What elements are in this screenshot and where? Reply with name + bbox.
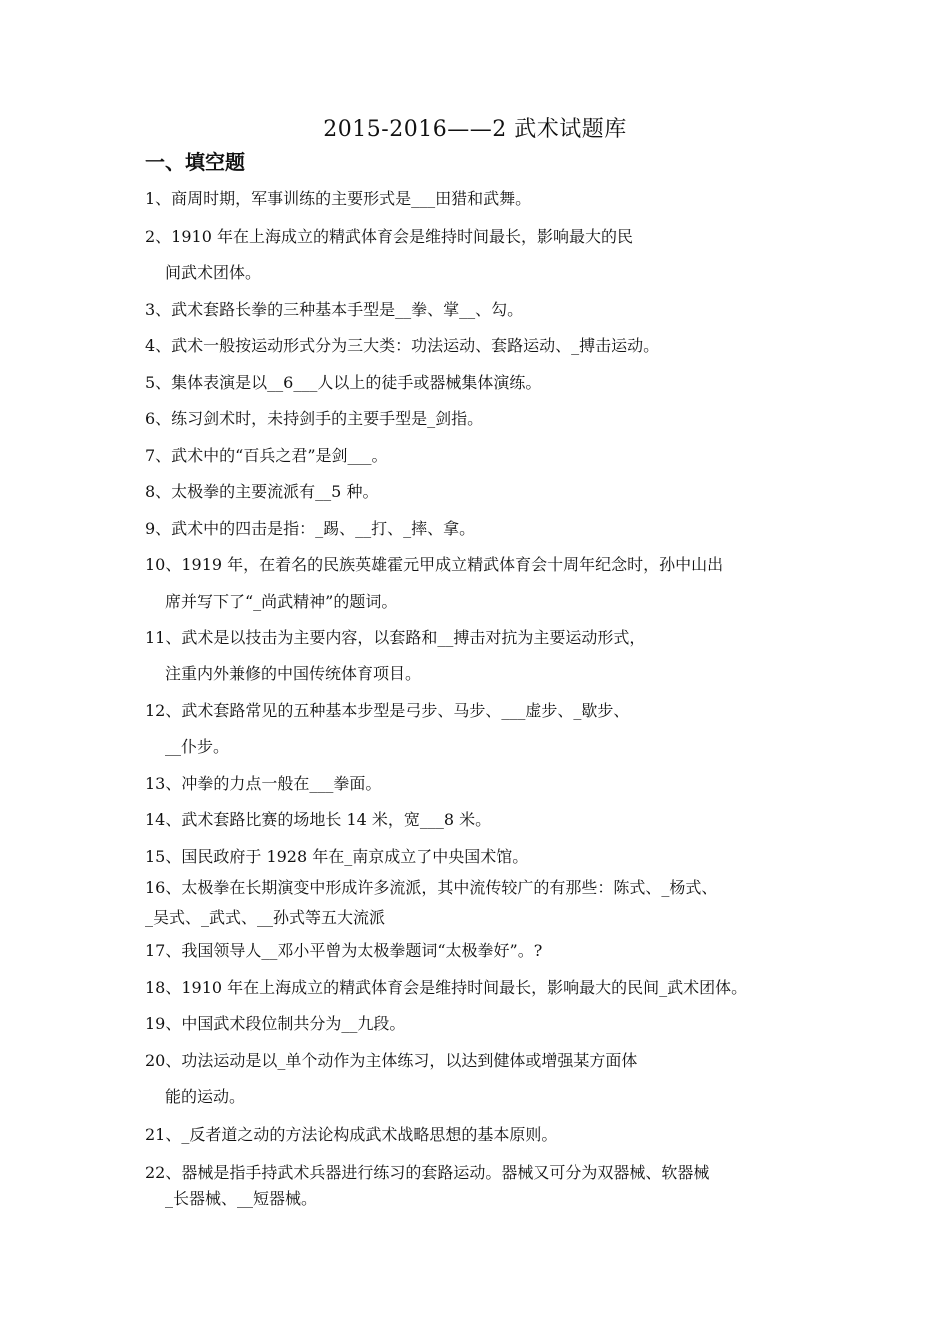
question-2-cont: 间武术团体。: [165, 263, 262, 282]
question-13: 13、冲拳的力点一般在___拳面。: [145, 774, 382, 793]
question-19: 19、中国武术段位制共分为__九段。: [145, 1014, 406, 1033]
question-3: 3、武术套路长拳的三种基本手型是__拳、掌__、勾。: [145, 300, 524, 319]
section-heading: 一、填空题: [145, 150, 245, 174]
question-12: 12、武术套路常见的五种基本步型是弓步、马步、___虚步、_歇步、: [145, 701, 630, 720]
question-12-cont: __仆步。: [165, 737, 230, 756]
question-11-cont: 注重内外兼修的中国传统体育项目。: [165, 664, 422, 683]
question-18: 18、1910 年在上海成立的精武体育会是维持时间最长，影响最大的民间_武术团体。: [145, 978, 748, 997]
question-1: 1、商周时期，军事训练的主要形式是___田猎和武舞。: [145, 189, 532, 208]
question-2: 2、1910 年在上海成立的精武体育会是维持时间最长，影响最大的民: [145, 227, 633, 246]
question-6: 6、练习剑术时，未持剑手的主要手型是_剑指。: [145, 409, 484, 428]
question-17: 17、我国领导人__邓小平曾为太极拳题词“太极拳好”。?: [145, 941, 543, 960]
question-22-cont: _长器械、__短器械。: [165, 1189, 318, 1208]
question-8: 8、太极拳的主要流派有__5 种。: [145, 482, 379, 501]
question-5: 5、集体表演是以__6___人以上的徒手或器械集体演练。: [145, 373, 542, 392]
question-16: 16、太极拳在长期演变中形成许多流派，其中流传较广的有那些：陈式、_杨式、: [145, 878, 718, 897]
question-14: 14、武术套路比赛的场地长 14 米，宽___8 米。: [145, 810, 492, 829]
question-10: 10、1919 年，在着名的民族英雄霍元甲成立精武体育会十周年纪念时，孙中山出: [145, 555, 724, 574]
question-20: 20、功法运动是以_单个动作为主体练习，以达到健体或增强某方面体: [145, 1051, 638, 1070]
question-4: 4、武术一般按运动形式分为三大类：功法运动、套路运动、_搏击运动。: [145, 336, 660, 355]
question-10-cont: 席并写下了“_尚武精神”的题词。: [165, 592, 398, 611]
question-7: 7、武术中的“百兵之君”是剑___。: [145, 446, 388, 465]
question-15: 15、国民政府于 1928 年在_南京成立了中央国术馆。: [145, 847, 529, 866]
question-20-cont: 能的运动。: [165, 1087, 246, 1106]
question-11: 11、武术是以技击为主要内容，以套路和__搏击对抗为主要运动形式，: [145, 628, 646, 647]
question-16-cont: _吴式、_武式、__孙式等五大流派: [145, 908, 386, 927]
question-21: 21、_反者道之动的方法论构成武术战略思想的基本原则。: [145, 1125, 558, 1144]
document-title: 2015-2016——2 武术试题库: [323, 117, 627, 142]
question-22: 22、器械是指手持武术兵器进行练习的套路运动。器械又可分为双器械、软器械: [145, 1163, 710, 1182]
question-9: 9、武术中的四击是指：_踢、__打、_摔、拿。: [145, 519, 476, 538]
